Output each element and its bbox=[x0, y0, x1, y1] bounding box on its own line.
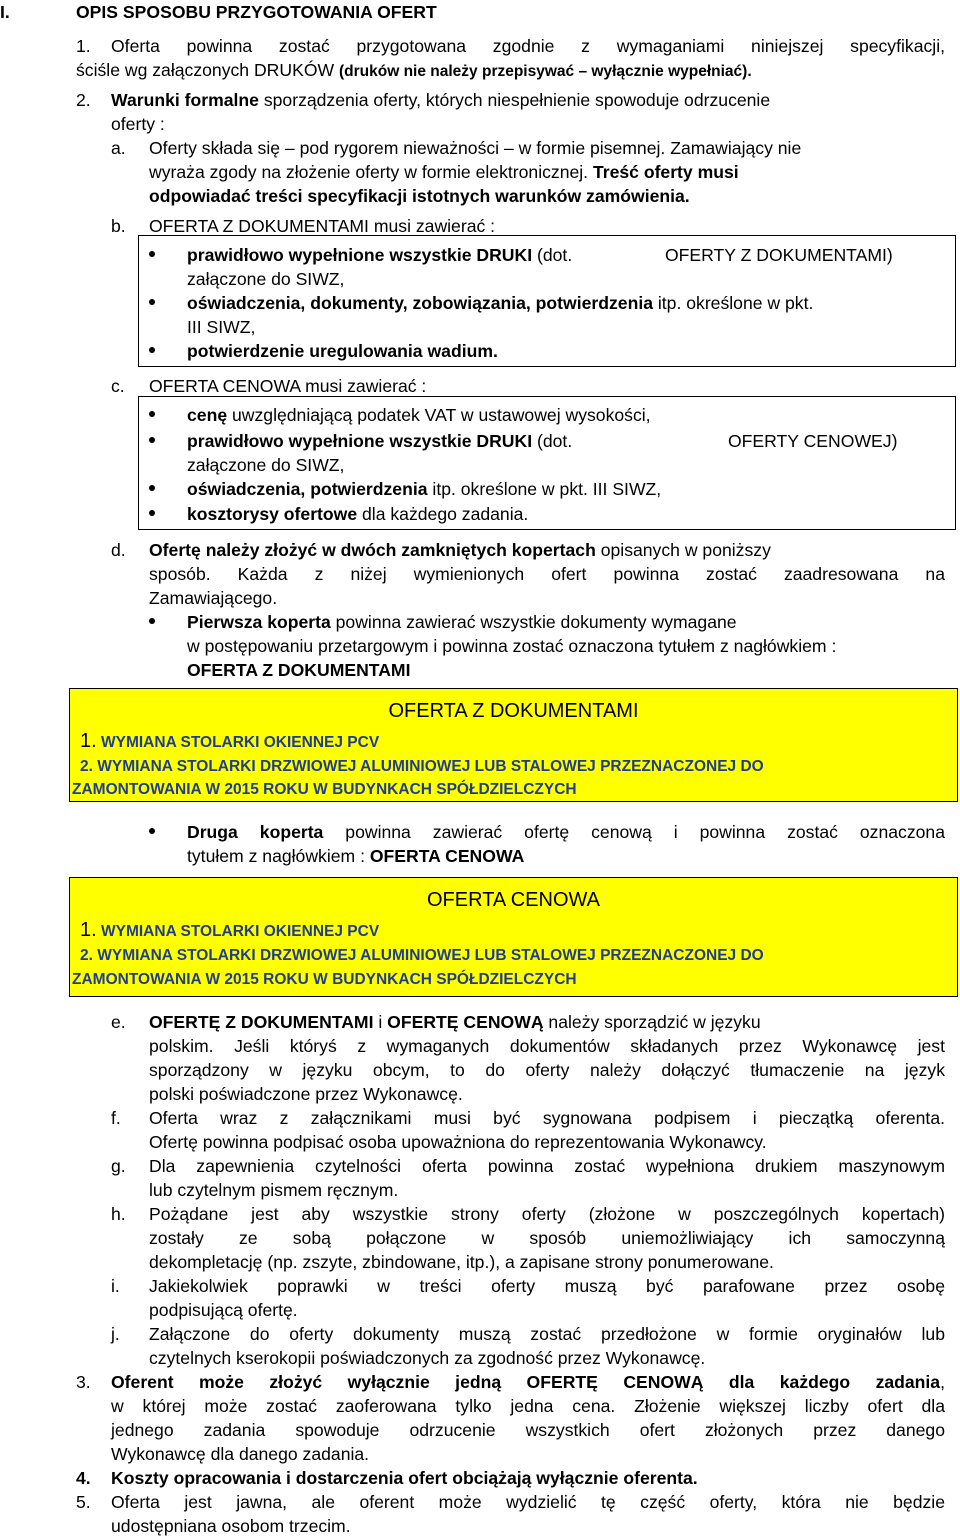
envelope1-line1: Pierwsza koperta powinna zawierać wszystkie dokumenty wymagane bbox=[187, 612, 737, 632]
item-f-letter: f. bbox=[111, 1108, 121, 1128]
envelope2-label-item2: 2. WYMIANA STOLARKI DRZWIOWEJ ALUMINIOWEJ LUB STALOWEJ PRZEZNACZONEJ DO bbox=[80, 947, 764, 964]
item-j-line2: czytelnych kserokopii poświadczonych za zgodność przez Wykonawcę. bbox=[149, 1348, 706, 1368]
item-e-letter: e. bbox=[111, 1012, 126, 1032]
envelope2-label-box bbox=[69, 877, 958, 997]
item-e-line2: polskim. Jeśli któryś z wymaganych dokumentów składanych przez Wykonawcę jest bbox=[149, 1036, 945, 1056]
item-d-line3: Zamawiającego. bbox=[149, 588, 278, 608]
item-c-heading: OFERTA CENOWA musi zawierać : bbox=[149, 376, 427, 396]
item-3-line4: Wykonawcę dla danego zadania. bbox=[111, 1444, 370, 1464]
item-b-bullet3: potwierdzenie uregulowania wadium. bbox=[187, 341, 498, 361]
item-b-bullet2-line2: III SIWZ, bbox=[187, 317, 256, 337]
item-c-bullet2-line2: załączone do SIWZ, bbox=[187, 455, 345, 475]
envelope1-line2: w postępowaniu przetargowym i powinna zostać oznaczona tytułem z nagłówkiem : bbox=[187, 636, 837, 656]
bullet bbox=[149, 251, 155, 257]
envelope2-label-item1: 1. WYMIANA STOLARKI OKIENNEJ PCV bbox=[80, 919, 380, 941]
item-3-number: 3. bbox=[76, 1372, 91, 1392]
section-number: I. bbox=[0, 2, 10, 22]
item-h-line1: Pożądane jest aby wszystkie strony oferty (złożone w poszczególnych kopertach) bbox=[149, 1204, 945, 1224]
bullet bbox=[149, 510, 155, 516]
item-d-line1: Ofertę należy złożyć w dwóch zamkniętych kopertach opisanych w poniższy bbox=[149, 540, 771, 560]
envelope1-label-box bbox=[69, 688, 958, 802]
item-c-bullet1: cenę uwzględniającą podatek VAT w ustawowej wysokości, bbox=[187, 405, 651, 425]
item-b-letter: b. bbox=[111, 216, 126, 236]
item-i-line1: Jakiekolwiek poprawki w treści oferty muszą być parafowane przez osobę bbox=[149, 1276, 945, 1296]
item-2-number: 2. bbox=[76, 90, 91, 110]
envelope1-label-item2-line2: ZAMONTOWANIA W 2015 ROKU W BUDYNKACH SPÓŁDZIELCZYCH bbox=[72, 781, 577, 798]
item-1-line2: ściśle wg załączonych DRUKÓW (druków nie należy przepisywać – wyłącznie wypełniać). bbox=[76, 60, 752, 80]
item-3-line2: w której może zostać zaoferowana tylko jedna cena. Złożenie większej liczby ofert dla bbox=[111, 1396, 945, 1416]
item-e-line3: sporządzony w języku obcym, to do oferty należy dołączyć tłumaczenie na język bbox=[149, 1060, 945, 1080]
item-d-line2: sposób. Każda z niżej wymienionych ofert powinna zostać zaadresowana na bbox=[149, 564, 945, 584]
item-2-line1: Warunki formalne sporządzenia oferty, których niespełnienie spowoduje odrzucenie bbox=[111, 90, 771, 110]
bullet bbox=[149, 437, 155, 443]
item-f-line1: Oferta wraz z załącznikami musi być sygnowana podpisem i pieczątką oferenta. bbox=[149, 1108, 945, 1128]
item-g-line2: lub czytelnym pismem ręcznym. bbox=[149, 1180, 399, 1200]
item-b-bullet1-line2: załączone do SIWZ, bbox=[187, 269, 345, 289]
envelope1-header: OFERTA Z DOKUMENTAMI bbox=[187, 660, 411, 680]
envelope2-label-item2-line2: ZAMONTOWANIA W 2015 ROKU W BUDYNKACH SPÓŁDZIELCZYCH bbox=[72, 971, 577, 988]
item-1-number: 1. bbox=[76, 36, 91, 56]
item-c-bullet2-tail: OFERTY CENOWEJ) bbox=[728, 431, 898, 451]
item-f-line2: Ofertę powinna podpisać osoba upoważniona do reprezentowania Wykonawcy. bbox=[149, 1132, 767, 1152]
item-2-line2: oferty : bbox=[111, 114, 165, 134]
bullet bbox=[149, 299, 155, 305]
section-title: OPIS SPOSOBU PRZYGOTOWANIA OFERT bbox=[76, 2, 437, 22]
bullet bbox=[149, 347, 155, 353]
envelope1-label-title: OFERTA Z DOKUMENTAMI bbox=[388, 700, 639, 722]
item-4-line1: Koszty opracowania i dostarczenia ofert obciążają wyłącznie oferenta. bbox=[111, 1468, 698, 1488]
item-e-line4: polski poświadczone przez Wykonawcę. bbox=[149, 1084, 463, 1104]
item-1-line1: Oferta powinna zostać przygotowana zgodnie z wymaganiami niniejszej specyfikacji, bbox=[111, 36, 945, 56]
item-g-letter: g. bbox=[111, 1156, 126, 1176]
item-b-heading: OFERTA Z DOKUMENTAMI musi zawierać : bbox=[149, 216, 496, 236]
item-4-number: 4. bbox=[76, 1468, 91, 1488]
item-b-bullet1-tail: OFERTY Z DOKUMENTAMI) bbox=[665, 245, 893, 265]
item-b-bullet1: prawidłowo wypełnione wszystkie DRUKI (dot. bbox=[187, 245, 573, 265]
item-c-bullet4: kosztorysy ofertowe dla każdego zadania. bbox=[187, 504, 529, 524]
item-e-line1: OFERTĘ Z DOKUMENTAMI i OFERTĘ CENOWĄ należy sporządzić w języku bbox=[149, 1012, 761, 1032]
item-5-line2: udostępniana osobom trzecim. bbox=[111, 1516, 351, 1536]
item-j-letter: j. bbox=[111, 1324, 120, 1344]
envelope2-line2: tytułem z nagłówkiem : OFERTA CENOWA bbox=[187, 846, 525, 866]
item-a-line3: odpowiadać treści specyfikacji istotnych warunków zamówienia. bbox=[149, 186, 690, 206]
bullet bbox=[149, 618, 155, 624]
envelope2-label-title: OFERTA CENOWA bbox=[427, 889, 600, 911]
item-h-line3: dekompletację (np. zszyte, zbindowane, itp.), a zapisane strony ponumerowane. bbox=[149, 1252, 774, 1272]
item-a-line2: wyraża zgody na złożenie oferty w formie elektronicznej. Treść oferty musi bbox=[149, 162, 739, 182]
item-a-letter: a. bbox=[111, 138, 126, 158]
item-c-bullet3: oświadczenia, potwierdzenia itp. określone w pkt. III SIWZ, bbox=[187, 479, 662, 499]
item-c-letter: c. bbox=[111, 376, 125, 396]
item-3-line1: Oferent może złożyć wyłącznie jedną OFERTĘ CENOWĄ dla każdego zadania, bbox=[111, 1372, 945, 1392]
item-5-line1: Oferta jest jawna, ale oferent może wydzielić tę część oferty, która nie będzie bbox=[111, 1492, 945, 1512]
envelope1-label-item1: 1. WYMIANA STOLARKI OKIENNEJ PCV bbox=[80, 730, 380, 752]
item-a-line1: Oferty składa się – pod rygorem nieważności – w formie pisemnej. Zamawiający nie bbox=[149, 138, 802, 158]
envelope2-line1: Druga koperta powinna zawierać ofertę cenową i powinna zostać oznaczona bbox=[187, 822, 945, 842]
item-b-bullet2: oświadczenia, dokumenty, zobowiązania, potwierdzenia itp. określone w pkt. bbox=[187, 293, 814, 313]
item-d-letter: d. bbox=[111, 540, 126, 560]
item-h-letter: h. bbox=[111, 1204, 126, 1224]
bullet bbox=[149, 411, 155, 417]
item-c-bullet2: prawidłowo wypełnione wszystkie DRUKI (dot. bbox=[187, 431, 573, 451]
bullet bbox=[149, 485, 155, 491]
item-h-line2: zostały ze sobą połączone w sposób uniemożliwiający ich samoczynną bbox=[149, 1228, 945, 1248]
envelope1-label-item2: 2. WYMIANA STOLARKI DRZWIOWEJ ALUMINIOWEJ LUB STALOWEJ PRZEZNACZONEJ DO bbox=[80, 758, 764, 775]
item-i-line2: podpisującą ofertę. bbox=[149, 1300, 298, 1320]
item-j-line1: Załączone do oferty dokumenty muszą zostać przedłożone w formie oryginałów lub bbox=[149, 1324, 945, 1344]
item-g-line1: Dla zapewnienia czytelności oferta powinna zostać wypełniona drukiem maszynowym bbox=[149, 1156, 945, 1176]
bullet bbox=[149, 828, 155, 834]
item-5-number: 5. bbox=[76, 1492, 91, 1512]
item-3-line3: jednego zadania spowoduje odrzucenie wszystkich ofert złożonych przez danego bbox=[111, 1420, 945, 1440]
item-i-letter: i. bbox=[111, 1276, 120, 1296]
